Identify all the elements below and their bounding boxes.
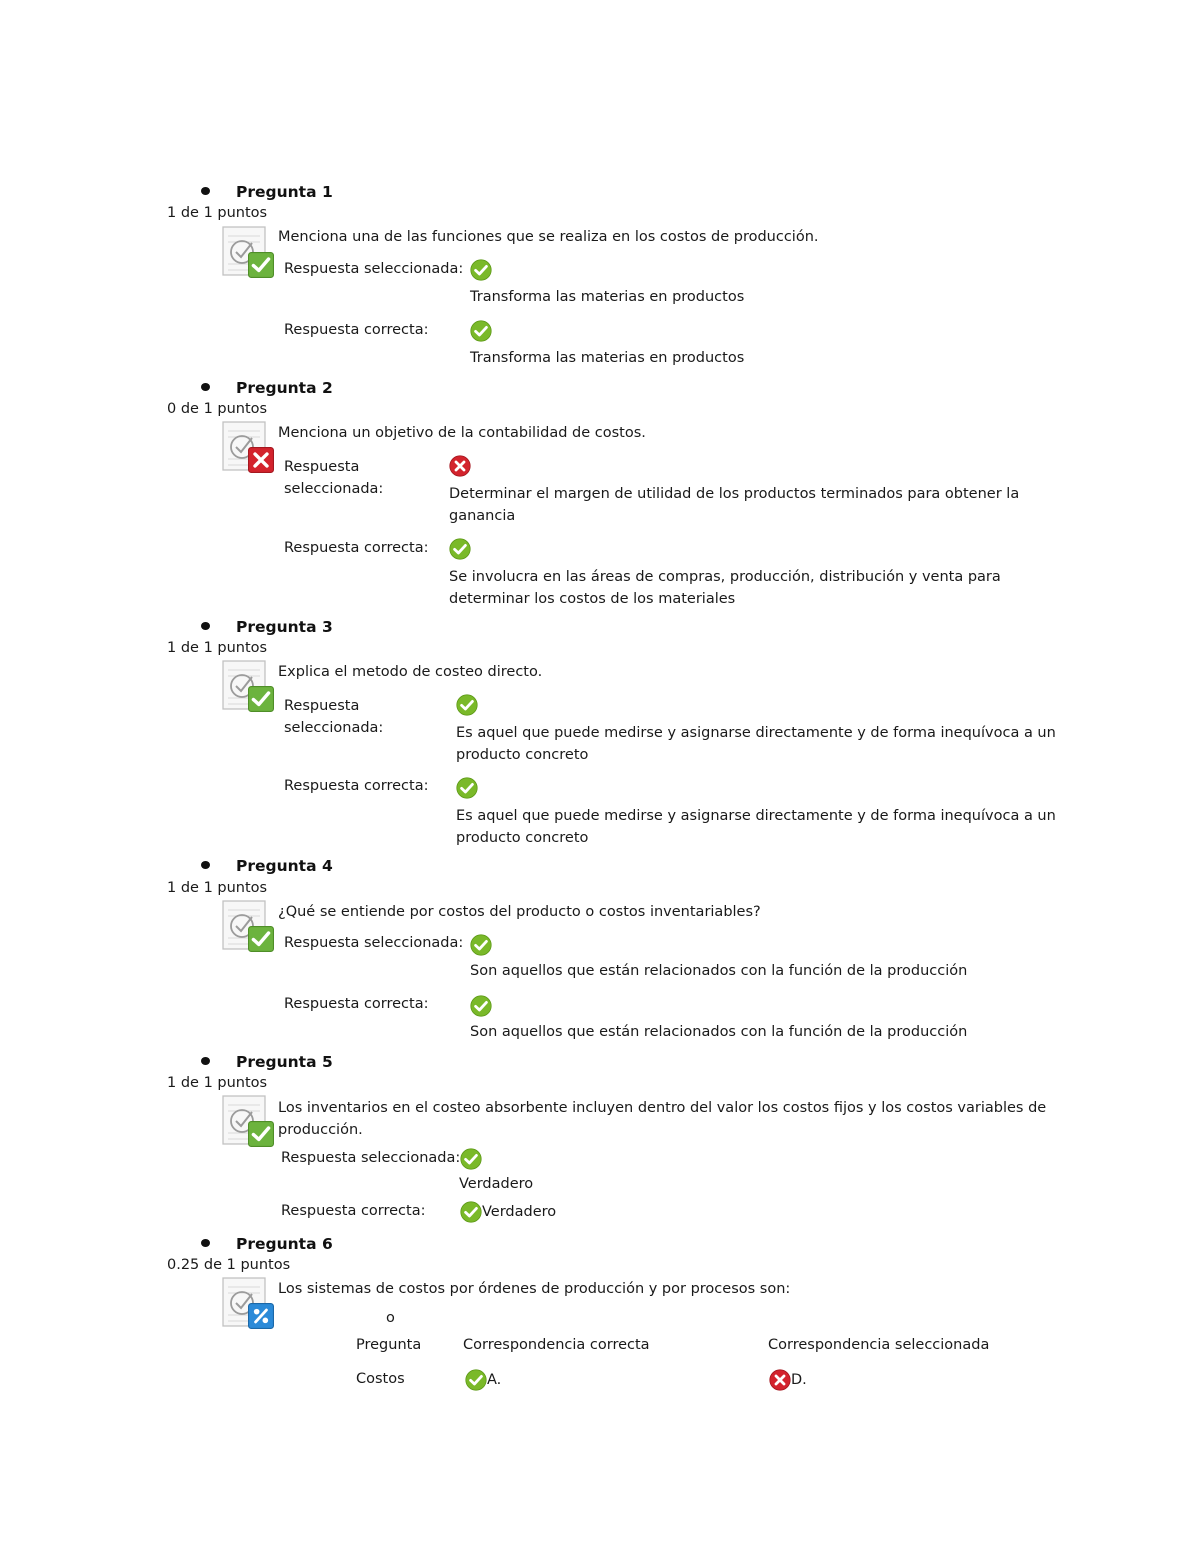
- matching-selected-cell: [769, 1369, 807, 1391]
- matching-header-selected: Correspondencia seleccionada: [768, 1337, 990, 1353]
- correct-answer: Se involucra en las áreas de compras, producción, distribución y venta para determinar los costos de los materiales: [449, 569, 1001, 607]
- selected-answer: Es aquel que puede medirse y asignarse directamente y de forma inequívoca a un producto concreto: [456, 725, 1056, 763]
- sub-bullet: o: [386, 1310, 395, 1326]
- correct-answer-label: Respuesta correcta:: [284, 996, 429, 1012]
- x-icon: [449, 455, 471, 477]
- question-title: Pregunta 2: [236, 379, 333, 397]
- check-icon: [470, 259, 492, 281]
- bullet: [201, 383, 210, 391]
- question-prompt: ¿Qué se entiende por costos del producto o costos inventariables?: [278, 904, 761, 920]
- partial-status-icon: [222, 1277, 276, 1331]
- bullet: [201, 1239, 210, 1247]
- bullet: [201, 1057, 210, 1065]
- bullet: [201, 187, 210, 195]
- question-title: Pregunta 3: [236, 618, 333, 636]
- check-icon: [465, 1369, 487, 1391]
- question-score: 0.25 de 1 puntos: [167, 1257, 291, 1273]
- question-title: Pregunta 4: [236, 857, 333, 875]
- incorrect-status-icon: [222, 421, 276, 475]
- matching-selected-value: D.: [791, 1372, 807, 1388]
- correct-status-icon: [222, 226, 276, 280]
- question-score: 1 de 1 puntos: [167, 205, 268, 221]
- correct-answer: Transforma las materias en productos: [470, 350, 745, 366]
- matching-header-correct: Correspondencia correcta: [463, 1337, 650, 1353]
- question-prompt: Los sistemas de costos por órdenes de producción y por procesos son:: [278, 1281, 791, 1297]
- question-score: 1 de 1 puntos: [167, 1075, 268, 1091]
- selected-answer-label: Respuesta seleccionada:: [284, 459, 384, 497]
- x-icon: [769, 1369, 791, 1391]
- question-score: 0 de 1 puntos: [167, 401, 268, 417]
- correct-answer-label: Respuesta correcta:: [284, 778, 429, 794]
- question-title: Pregunta 1: [236, 183, 333, 201]
- bullet: [201, 622, 210, 630]
- matching-header-question: Pregunta: [356, 1337, 422, 1353]
- correct-answer: Es aquel que puede medirse y asignarse directamente y de forma inequívoca a un producto concreto: [456, 808, 1056, 846]
- question-title: Pregunta 6: [236, 1235, 333, 1253]
- question-title: Pregunta 5: [236, 1053, 333, 1071]
- correct-answer-label: Respuesta correcta:: [284, 322, 429, 338]
- selected-answer: Verdadero: [459, 1176, 534, 1192]
- check-icon: [456, 694, 478, 716]
- correct-answer-label: Respuesta correcta:: [281, 1203, 426, 1219]
- matching-item: Costos: [356, 1371, 405, 1387]
- selected-answer: Son aquellos que están relacionados con la función de la producción: [470, 963, 968, 979]
- bullet: [201, 861, 210, 869]
- question-score: 1 de 1 puntos: [167, 640, 268, 656]
- correct-answer-row: [460, 1201, 556, 1223]
- question-prompt: Menciona una de las funciones que se realiza en los costos de producción.: [278, 229, 819, 245]
- selected-answer-label: Respuesta seleccionada:: [284, 698, 384, 736]
- question-score: 1 de 1 puntos: [167, 880, 268, 896]
- check-icon: [460, 1201, 482, 1223]
- question-prompt: Menciona un objetivo de la contabilidad de costos.: [278, 425, 646, 441]
- matching-correct-cell: [465, 1369, 501, 1391]
- check-icon: [449, 538, 471, 560]
- selected-answer-label: Respuesta seleccionada:: [284, 935, 464, 951]
- matching-correct-value: A.: [487, 1372, 502, 1388]
- correct-answer-label: Respuesta correcta:: [284, 540, 429, 556]
- selected-answer: Transforma las materias en productos: [470, 289, 745, 305]
- selected-answer: Determinar el margen de utilidad de los productos terminados para obtener la ganancia: [449, 486, 1020, 524]
- correct-status-icon: [222, 660, 276, 714]
- correct-answer: Son aquellos que están relacionados con la función de la producción: [470, 1024, 968, 1040]
- correct-answer: Verdadero: [482, 1204, 557, 1220]
- check-icon: [460, 1148, 482, 1170]
- check-icon: [470, 934, 492, 956]
- check-icon: [470, 320, 492, 342]
- question-prompt: Explica el metodo de costeo directo.: [278, 664, 543, 680]
- question-prompt: Los inventarios en el costeo absorbente incluyen dentro del valor los costos fijos y los costos variables de producción.: [278, 1100, 1047, 1138]
- selected-answer-label: Respuesta seleccionada:: [284, 261, 464, 277]
- correct-status-icon: [222, 1095, 276, 1149]
- selected-answer-label: Respuesta seleccionada:: [281, 1150, 461, 1166]
- correct-status-icon: [222, 900, 276, 954]
- check-icon: [470, 995, 492, 1017]
- check-icon: [456, 777, 478, 799]
